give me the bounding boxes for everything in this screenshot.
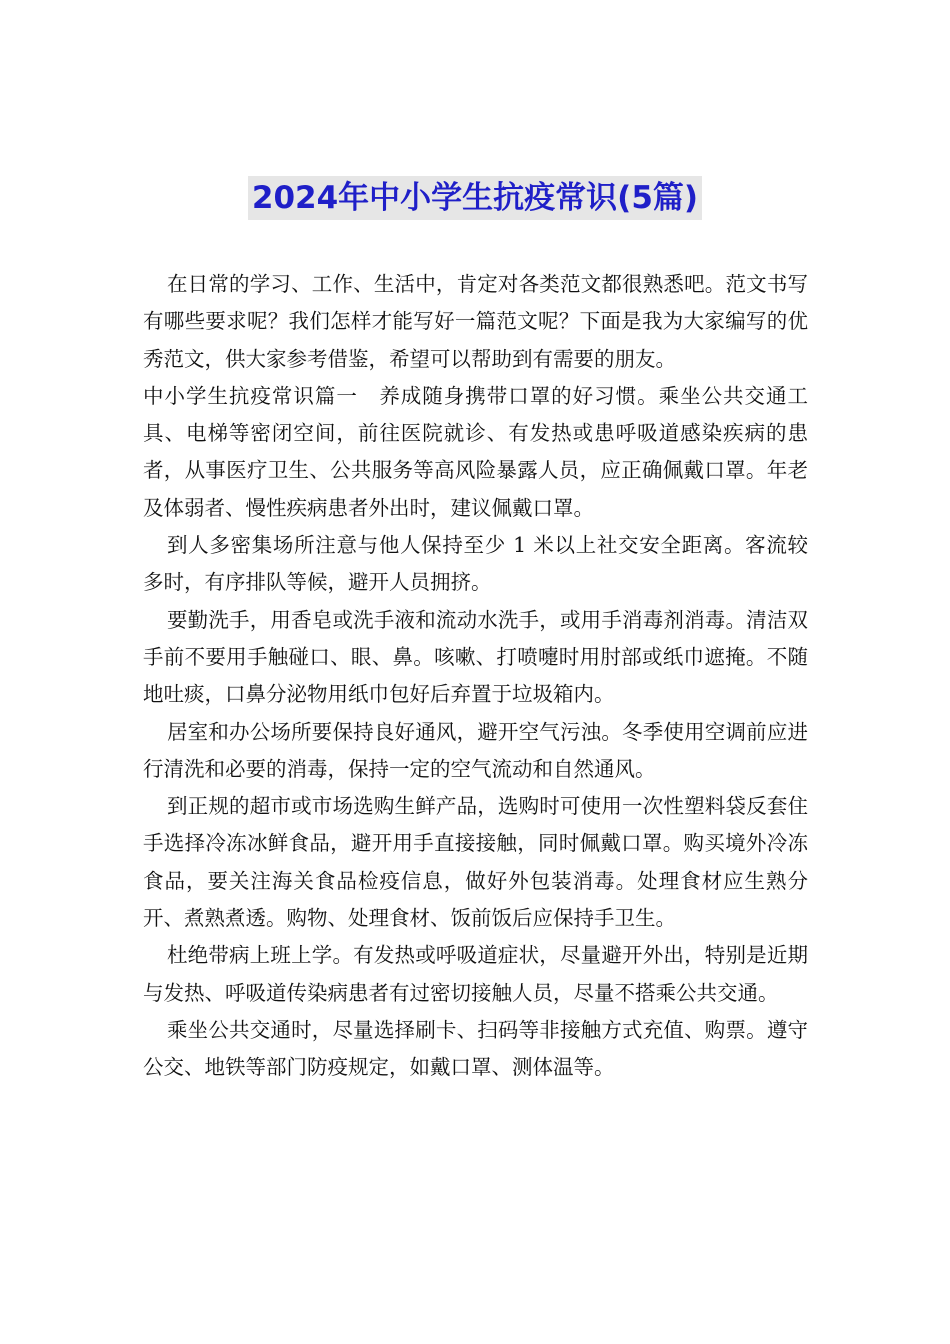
paragraph-stay-home-sick: 杜绝带病上班上学。有发热或呼吸道症状，尽量避开外出，特别是近期与发热、呼吸道传染病患者有过密切接触人员，尽量不搭乘公共交通。	[143, 943, 808, 1005]
paragraph-food-shopping: 到正规的超市或市场选购生鲜产品，选购时可使用一次性塑料袋反套住手选择冷冻冰鲜食品，避开用手直接接触，同时佩戴口罩。购买境外冷冻食品，要关注海关食品检疫信息，做好外包装消毒。处理食材应生熟分开、煮熟煮透。购物、处理食材、饭前饭后应保持手卫生。	[143, 794, 808, 931]
document-body	[143, 266, 808, 1087]
paragraph-intro: 在日常的学习、工作、生活中，肯定对各类范文都很熟悉吧。范文书写有哪些要求呢？我们怎样才能写好一篇范文呢？下面是我为大家编写的优秀范文，供大家参考借鉴，希望可以帮助到有需要的朋友。	[143, 272, 808, 371]
paragraph-social-distance: 到人多密集场所注意与他人保持至少 1 米以上社交安全距离。客流较多时，有序排队等候，避开人员拥挤。	[143, 533, 808, 595]
paragraph-hand-washing: 要勤洗手，用香皂或洗手液和流动水洗手，或用手消毒剂消毒。清洁双手前不要用手触碰口、眼、鼻。咳嗽、打喷嚏时用肘部或纸巾遮掩。不随地吐痰，口鼻分泌物用纸巾包好后弃置于垃圾箱内。	[143, 607, 808, 707]
paragraph-section-one-heading: 中小学生抗疫常识篇一 养成随身携带口罩的好习惯。乘坐公共交通工具、电梯等密闭空间，前往医院就诊、有发热或患呼吸道感染疾病的患者，从事医疗卫生、公共服务等高风险暴露人员，应正确佩戴口罩。年老及体弱者、慢性疾病患者外出时，建议佩戴口罩。	[143, 383, 808, 520]
title-container	[0, 176, 950, 220]
paragraph-ventilation: 居室和办公场所要保持良好通风，避开空气污浊。冬季使用空调前应进行清洗和必要的消毒，保持一定的空气流动和自然通风。	[143, 719, 808, 781]
paragraph-public-transport: 乘坐公共交通时，尽量选择刷卡、扫码等非接触方式充值、购票。遵守公交、地铁等部门防疫规定，如戴口罩、测体温等。	[143, 1017, 808, 1080]
document-title: 2024年中小学生抗疫常识(5篇)	[248, 176, 702, 220]
